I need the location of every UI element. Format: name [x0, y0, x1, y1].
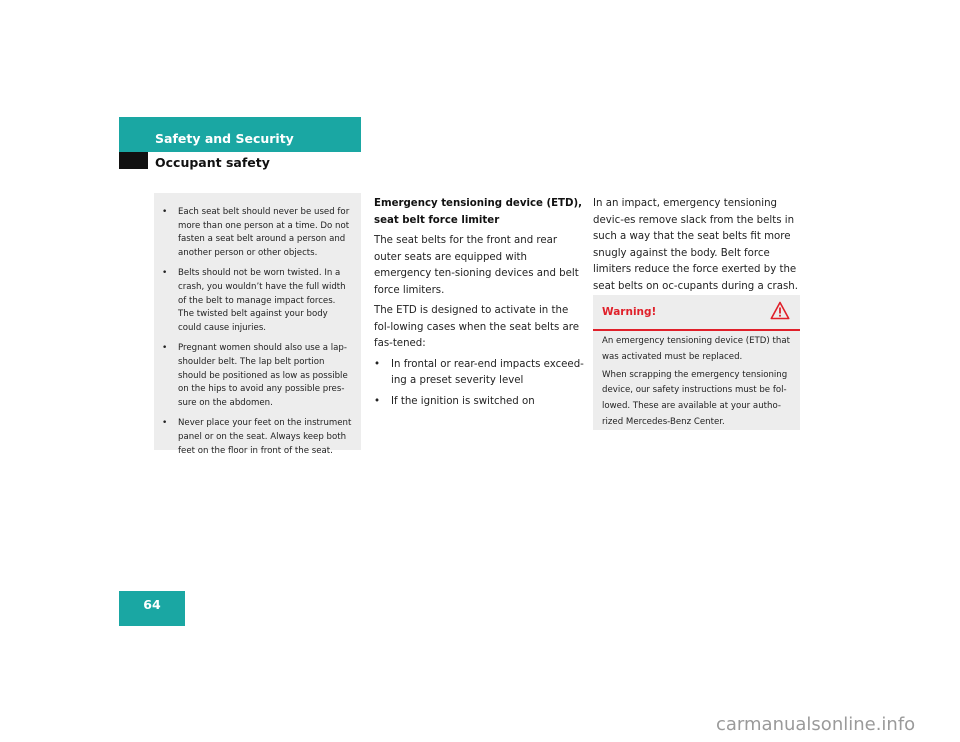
bullet-icon: •: [162, 418, 168, 429]
warning-label: Warning!: [602, 306, 657, 318]
warning-header: [593, 295, 800, 331]
list-item-text: In frontal or rear-end impacts exceed-ing a preset severity level: [391, 358, 584, 386]
list-item: [374, 394, 584, 411]
warning-triangle-icon: [770, 301, 790, 324]
bullet-icon: •: [162, 343, 168, 354]
tip-text: Pregnant women should also use a lap-shoulder belt. The lap belt portion should be positioned as low as possible on the hips to avoid any possible pres-sure on the abdomen.: [178, 343, 348, 408]
page-number: 64: [143, 597, 161, 612]
right-column: [593, 196, 805, 299]
etd-paragraph: The seat belts for the front and rear outer seats are equipped with emergency ten-sioning devices and belt force limiters.: [374, 235, 579, 296]
etd-activation-paragraph: The ETD is designed to activate in the fol-lowing cases when the seat belts are fas-tened:: [374, 305, 580, 349]
subsection-title: Occupant safety: [155, 155, 270, 170]
tip-text: Never place your feet on the instrument panel or on the seat. Always keep both feet on the floor in front of the seat.: [178, 418, 352, 456]
subsection-marker: [119, 152, 148, 169]
main-column: [374, 196, 584, 414]
bullet-icon: •: [374, 358, 381, 370]
bullet-icon: •: [162, 268, 168, 279]
warning-box: [593, 295, 800, 430]
list-item-text: If the ignition is switched on: [391, 395, 535, 407]
tip-text: Belts should not be worn twisted. In a crash, you wouldn’t have the full width of the belt to manage impact forces. The twisted belt against your body could cause injuries.: [178, 268, 346, 333]
etd-heading: Emergency tensioning device (ETD), seat belt force limiter: [374, 198, 582, 226]
page-number-box: [119, 591, 185, 626]
tip-item: [162, 417, 353, 458]
warning-text: An emergency tensioning device (ETD) that was activated must be replaced.: [602, 336, 790, 362]
tip-text: Each seat belt should never be used for more than one person at a time. Do not fasten a seat belt around a person and another person or other objects.: [178, 207, 350, 258]
warning-body: [602, 334, 794, 433]
bullet-icon: •: [162, 207, 168, 217]
tip-item: [162, 342, 353, 410]
list-item: [374, 357, 584, 390]
seat-belt-tips-box: [154, 193, 361, 456]
tip-item: [162, 206, 353, 260]
warning-text: When scrapping the emergency tensioning device, our safety instructions must be fol-lowed. These are available at your autho-rized Mercedes-Benz Center.: [602, 369, 788, 427]
tip-item: [162, 267, 353, 335]
bullet-icon: •: [374, 395, 381, 407]
impact-paragraph: In an impact, emergency tensioning devic-es remove slack from the belts in such a way that the seat belts fit more snugly against the body. Belt force limiters reduce the force exerted by the seat belts on oc-cupants during a crash.: [593, 198, 798, 292]
site-watermark: carmanualsonline.info: [716, 714, 916, 735]
section-title: Safety and Security: [155, 131, 294, 146]
